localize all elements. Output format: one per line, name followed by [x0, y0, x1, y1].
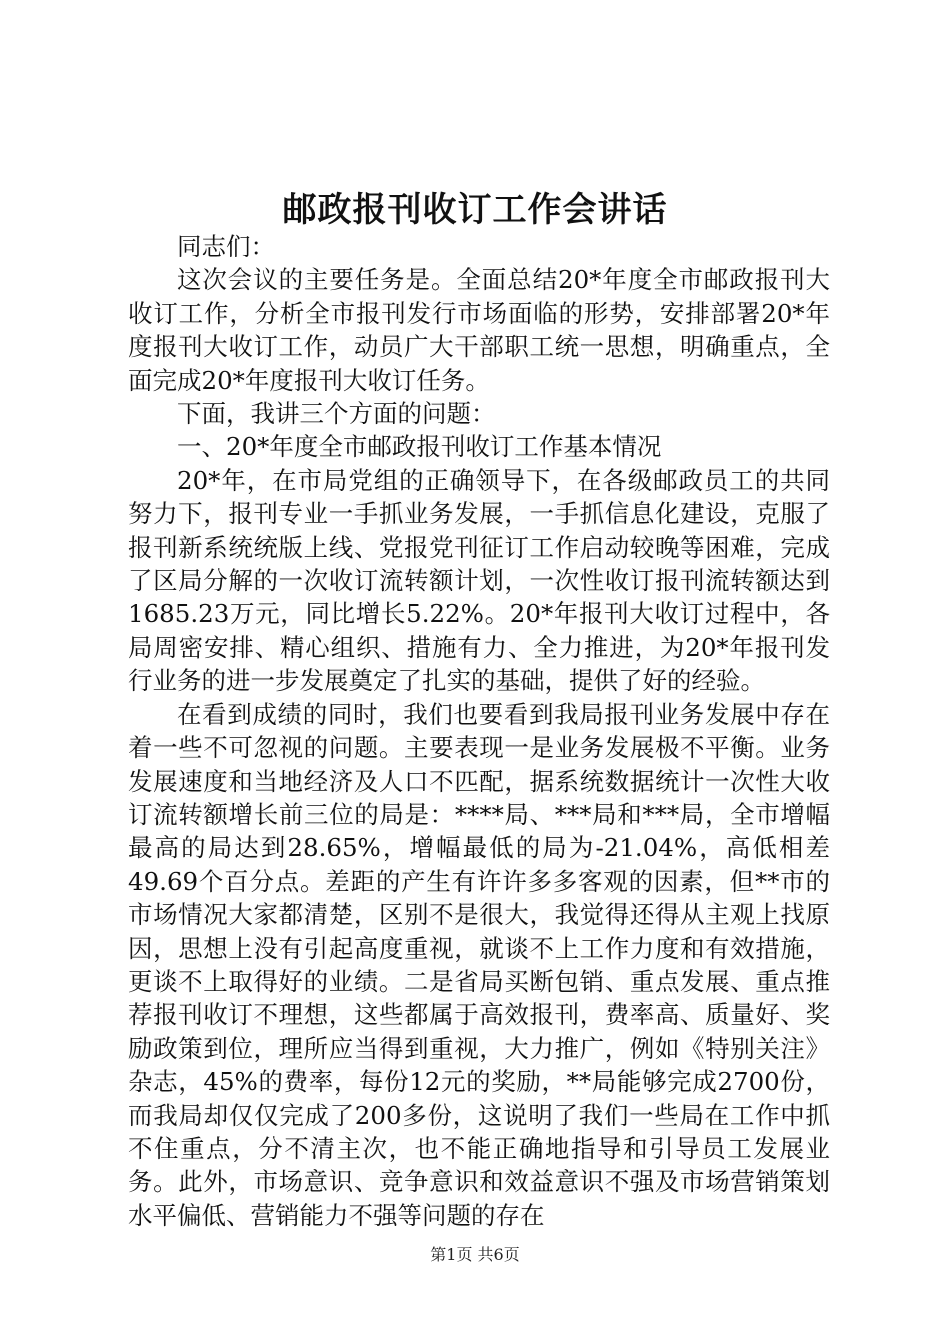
achievement-paragraph: 20*年，在市局党组的正确领导下，在各级邮政员工的共同努力下，报刊专业一手抓业务发展，一手抓信息化建设，克服了报刊新系统统版上线、党报党刊征订工作启动较晚等困难，完成了区局分解的一次收订流转额计划，一次性收订报刊流转额达到1685.23万元，同比增长5.22%。20*年报刊大收订过程中，各局周密安排、精心组织、措施有力、全力推进，为20*年报刊发行业务的进一步发展奠定了扎实的基础，提供了好的经验。 — [128, 465, 830, 696]
intro-paragraph: 这次会议的主要任务是。全面总结20*年度全市邮政报刊大收订工作，分析全市报刊发行市场面临的形势，安排部署20*年度报刊大收订工作，动员广大干部职工统一思想，明确重点，全面完成20*年度报刊大收订任务。 — [128, 265, 830, 395]
greeting-paragraph: 同志们： — [177, 232, 275, 261]
section-heading-1: 一、20*年度全市邮政报刊收订工作基本情况 — [177, 432, 662, 462]
outline-paragraph: 下面，我讲三个方面的问题： — [177, 399, 496, 429]
document-body — [128, 230, 830, 1232]
page-number-footer: 第1页 共6页 — [430, 1245, 520, 1264]
document-title: 邮政报刊收订工作会讲话 — [282, 190, 668, 230]
problems-paragraph: 在看到成绩的同时，我们也要看到我局报刊业务发展中存在着一些不可忽视的问题。主要表现一是业务发展极不平衡。业务发展速度和当地经济及人口不匹配，据系统数据统计一次性大收订流转额增长前三位的局是：****局、***局和***局，全市增幅最高的局达到28.65%，增幅最低的局为-21.04%，高低相差49.69个百分点。差距的产生有许许多多客观的因素，但**市的市场情况大家都清楚，区别不是很大，我觉得还得从主观上找原因，思想上没有引起高度重视，就谈不上工作力度和有效措施，更谈不上取得好的业绩。二是省局买断包销、重点发展、重点推荐报刊收订不理想，这些都属于高效报刊，费率高、质量好、奖励政策到位，理所应当得到重视，大力推广，例如《特别关注》杂志，45%的费率，每份12元的奖励，**局能够完成2700份，而我局却仅仅完成了200多份，这说明了我们一些局在工作中抓不住重点，分不清主次，也不能正确地指导和引导员工发展业务。此外，市场意识、竞争意识和效益意识不强及市场营销策划水平偏低、营销能力不强等问题的存在 — [128, 699, 830, 1230]
